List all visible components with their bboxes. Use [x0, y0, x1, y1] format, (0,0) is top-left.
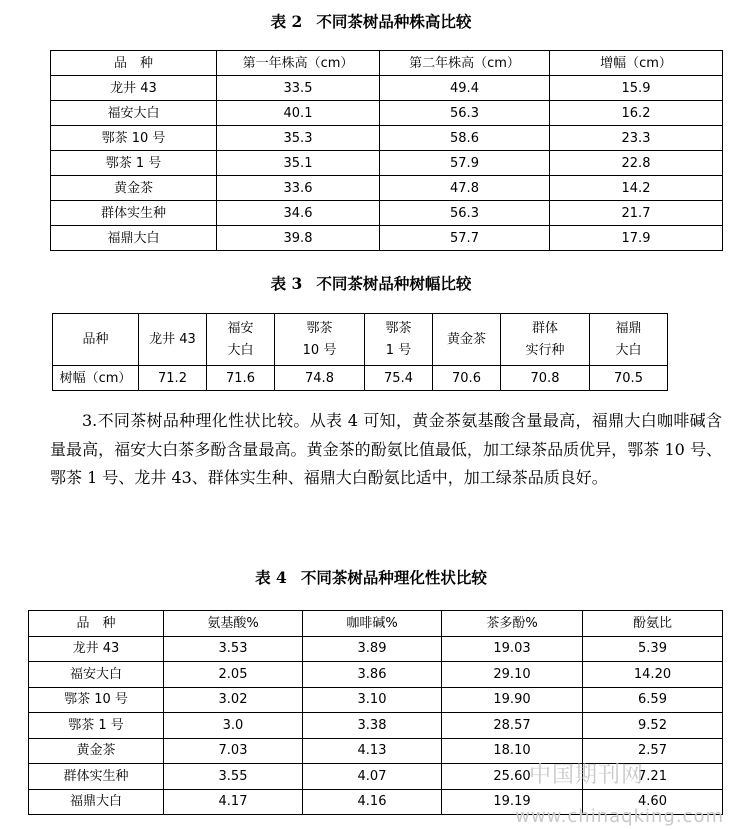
table4-row [29, 687, 723, 713]
table4-cell: 福鼎大白 [29, 789, 164, 815]
table2-cell: 35.1 [217, 151, 380, 176]
table3-value-cell: 70.8 [501, 366, 590, 391]
table3-variety-line1: 鄂茶 [385, 320, 412, 336]
table4-cell: 18.10 [442, 738, 583, 764]
table3-caption-number: 表 3 [270, 274, 303, 293]
table2-cell: 35.3 [217, 126, 380, 151]
table3-variety-line2: 大白 [227, 342, 254, 358]
table3-value-cell: 70.5 [590, 366, 668, 391]
table2-cell: 57.9 [380, 151, 550, 176]
table2-cell: 福安大白 [51, 101, 217, 126]
table4-caption [0, 568, 742, 588]
table4-cell: 5.39 [583, 636, 723, 662]
table3-variety-line2: 10 号 [302, 342, 337, 358]
table3-variety-line1: 福鼎 [615, 320, 642, 336]
table4-cell: 7.21 [583, 764, 723, 790]
table4-cell: 3.53 [164, 636, 303, 662]
watermark-cn: 中国期刊网 [528, 763, 644, 788]
table2-cell: 57.7 [380, 226, 550, 251]
table2-header-cell: 第一年株高（cm） [217, 51, 380, 76]
body-paragraph: 3.不同茶树品种理化性状比较。从表 4 可知，黄金茶氨基酸含量最高，福鼎大白咖啡碱含量最高，福安大白茶多酚含量最高。黄金茶的酚氨比值最低，加工绿茶品质优异，鄂茶 10 号、鄂茶 1 号、龙井 43、群体实生种、福鼎大白酚氨比适中，加工绿茶品质良好。 [50, 411, 722, 487]
table2-row [51, 176, 723, 201]
table3-variety-line2: 大白 [615, 342, 642, 358]
table4-header-cell: 茶多酚% [442, 611, 583, 637]
table2-row [51, 201, 723, 226]
table4-cell: 6.59 [583, 687, 723, 713]
table4-cell: 3.02 [164, 687, 303, 713]
table4-header-cell: 氨基酸% [164, 611, 303, 637]
table2-cell: 39.8 [217, 226, 380, 251]
table4-cell: 4.13 [303, 738, 442, 764]
table2-cell: 16.2 [550, 101, 723, 126]
table3-value-cell: 74.8 [275, 366, 365, 391]
table2-cell: 56.3 [380, 101, 550, 126]
table2-cell: 17.9 [550, 226, 723, 251]
table4-cell: 9.52 [583, 713, 723, 739]
table3-row-label: 树幅（cm） [53, 366, 139, 391]
table2-cell: 黄金茶 [51, 176, 217, 201]
table4-cell: 4.60 [583, 789, 723, 815]
table4-cell: 28.57 [442, 713, 583, 739]
table4-cell: 4.07 [303, 764, 442, 790]
table3-caption [0, 274, 742, 294]
table4-header-row [29, 611, 723, 637]
table3-variety-cell [275, 314, 365, 366]
table3-header-row [53, 314, 668, 366]
table4-cell: 群体实生种 [29, 764, 164, 790]
table2-cell: 福鼎大白 [51, 226, 217, 251]
table4-cell: 福安大白 [29, 662, 164, 688]
table3-variety-line1: 群体 [531, 320, 558, 336]
table2-cell: 群体实生种 [51, 201, 217, 226]
table4-row [29, 738, 723, 764]
table2-header-cell: 品 种 [51, 51, 217, 76]
table4-cell: 29.10 [442, 662, 583, 688]
table3-variety-line1: 福安 [227, 320, 254, 336]
table3-value-cell: 71.2 [139, 366, 207, 391]
table3-variety-cell [365, 314, 433, 366]
table2-cell: 14.2 [550, 176, 723, 201]
table3-value-row [53, 366, 668, 391]
table4-cell: 3.86 [303, 662, 442, 688]
table2-cell: 49.4 [380, 76, 550, 101]
table2-cell: 34.6 [217, 201, 380, 226]
table4-cell: 3.55 [164, 764, 303, 790]
table4-row [29, 789, 723, 815]
table2-header-cell: 第二年株高（cm） [380, 51, 550, 76]
table2-row [51, 126, 723, 151]
table2-cell: 58.6 [380, 126, 550, 151]
table4-cell: 7.03 [164, 738, 303, 764]
watermark-url: www.chinaqking.com [515, 806, 724, 827]
table4-header-cell: 酚氨比 [583, 611, 723, 637]
table2-body [51, 51, 723, 251]
table4-cell: 鄂茶 1 号 [29, 713, 164, 739]
table2-row [51, 151, 723, 176]
table2-row [51, 76, 723, 101]
table4-caption-number: 表 4 [255, 568, 287, 587]
table2-caption-number: 表 2 [270, 12, 303, 31]
table2 [50, 50, 723, 251]
table2-cell: 56.3 [380, 201, 550, 226]
table4-row [29, 713, 723, 739]
table3-variety-cell [590, 314, 668, 366]
table2-cell: 47.8 [380, 176, 550, 201]
table4-cell: 2.57 [583, 738, 723, 764]
table2-row [51, 226, 723, 251]
table3-variety-cell [501, 314, 590, 366]
table2-cell: 龙井 43 [51, 76, 217, 101]
table3-variety-line1: 黄金茶 [446, 331, 486, 347]
table4-cell: 3.38 [303, 713, 442, 739]
table4-cell: 3.0 [164, 713, 303, 739]
table2-cell: 21.7 [550, 201, 723, 226]
table3-value-cell: 75.4 [365, 366, 433, 391]
table3-value-cell: 71.6 [207, 366, 275, 391]
table4-cell: 鄂茶 10 号 [29, 687, 164, 713]
table4 [28, 610, 723, 815]
table3-caption-text: 不同茶树品种树幅比较 [316, 274, 472, 293]
table3-variety-line1: 龙井 43 [149, 331, 196, 347]
table2-cell: 22.8 [550, 151, 723, 176]
table4-row [29, 662, 723, 688]
table4-row [29, 764, 723, 790]
table2-cell: 33.6 [217, 176, 380, 201]
table2-header-cell: 增幅（cm） [550, 51, 723, 76]
table2-caption [0, 12, 742, 32]
table4-caption-text: 不同茶树品种理化性状比较 [300, 568, 487, 587]
table3-header-label: 品种 [53, 314, 139, 366]
table4-cell: 3.10 [303, 687, 442, 713]
table3-variety-line1: 鄂茶 [306, 320, 333, 336]
table2-cell: 15.9 [550, 76, 723, 101]
table4-cell: 19.90 [442, 687, 583, 713]
table2-cell: 33.5 [217, 76, 380, 101]
table4-cell: 3.89 [303, 636, 442, 662]
table4-cell: 2.05 [164, 662, 303, 688]
table4-cell: 25.60 [442, 764, 583, 790]
table3 [52, 313, 668, 391]
table2-row [51, 101, 723, 126]
table3-variety-cell [433, 314, 501, 366]
table4-cell: 4.17 [164, 789, 303, 815]
table3-variety-cell [207, 314, 275, 366]
table2-cell: 40.1 [217, 101, 380, 126]
table2-header-row [51, 51, 723, 76]
table2-caption-text: 不同茶树品种株高比较 [316, 12, 472, 31]
table4-cell: 黄金茶 [29, 738, 164, 764]
table4-cell: 19.03 [442, 636, 583, 662]
table3-variety-line2: 实行种 [525, 342, 565, 358]
table2-cell: 鄂茶 10 号 [51, 126, 217, 151]
table3-variety-line2: 1 号 [385, 342, 412, 358]
table4-cell: 4.16 [303, 789, 442, 815]
table3-variety-cell [139, 314, 207, 366]
table4-cell: 19.19 [442, 789, 583, 815]
table4-header-cell: 咖啡碱% [303, 611, 442, 637]
table4-cell: 14.20 [583, 662, 723, 688]
table2-cell: 鄂茶 1 号 [51, 151, 217, 176]
table2-cell: 23.3 [550, 126, 723, 151]
table4-row [29, 636, 723, 662]
table4-body [29, 611, 723, 815]
table3-value-cell: 70.6 [433, 366, 501, 391]
table4-cell: 龙井 43 [29, 636, 164, 662]
table4-header-cell: 品 种 [29, 611, 164, 637]
